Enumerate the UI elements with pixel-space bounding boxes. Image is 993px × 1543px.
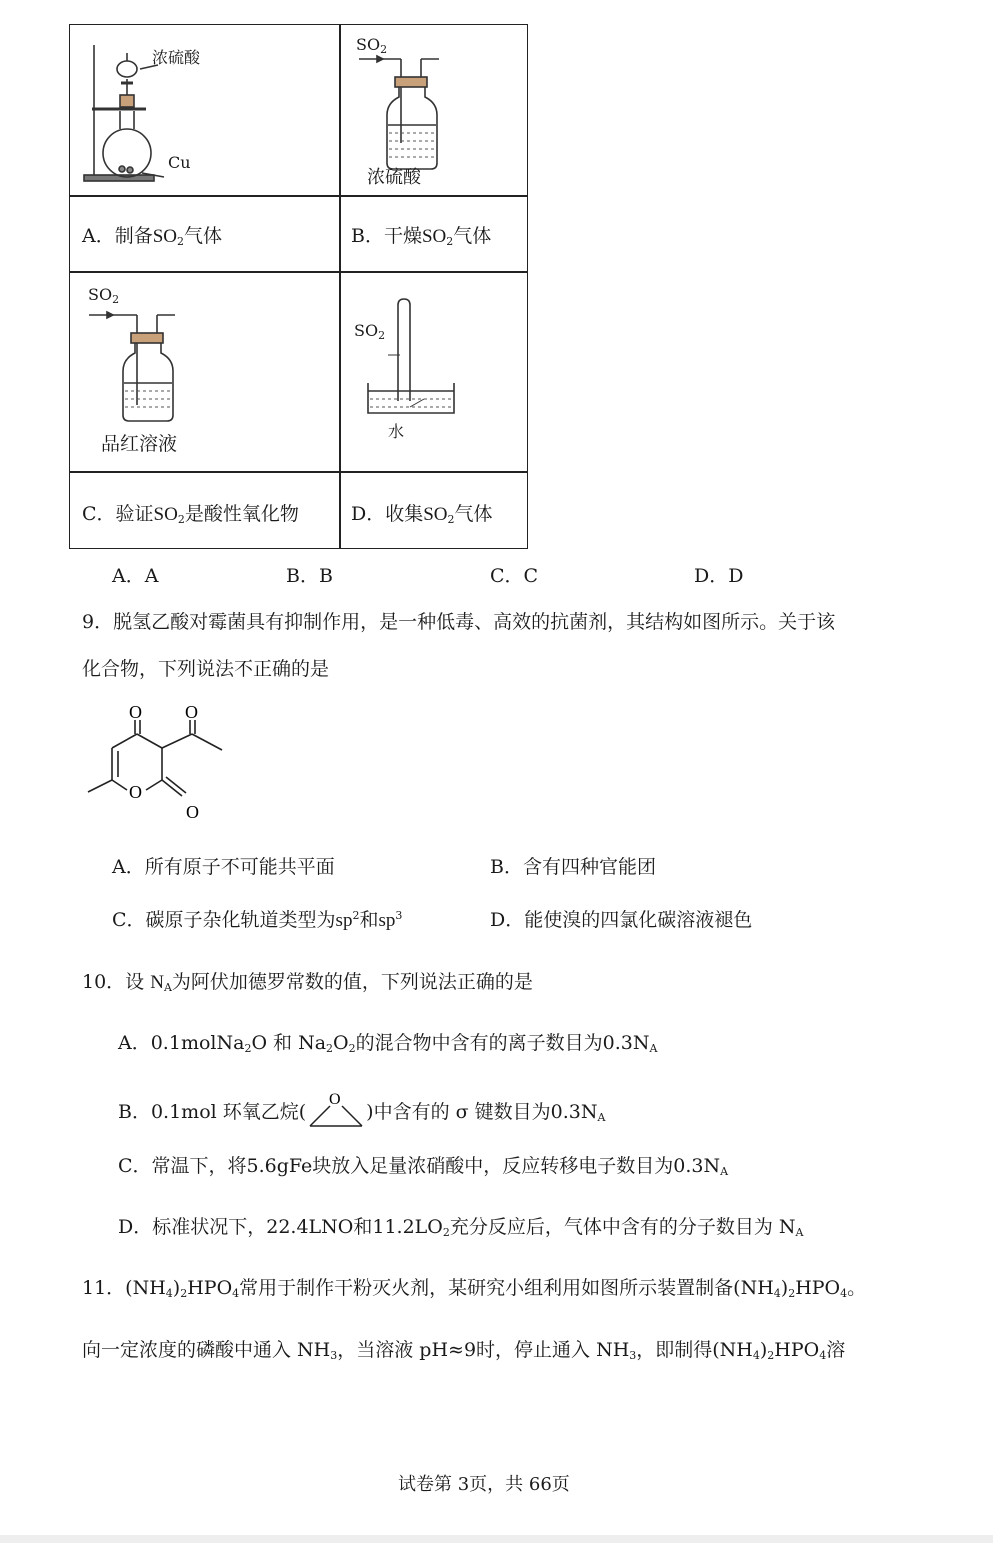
q10-option-b: B．0.1mol 环氧乙烷( O )中含有的 σ 键数目为$0.3N_A$ [118, 1090, 605, 1130]
q8-option-b: B．B [286, 565, 333, 587]
q11-stem-line2: 向一定浓度的磷酸中通入 $NH_3$，当溶液 pH≈9时，停止通入 $NH_3$，即制得$(NH_4)_2HPO_4$溶 [82, 1339, 846, 1362]
table-divider-vertical [339, 25, 341, 548]
ring-oxygen-atom: O [129, 782, 142, 802]
q9-option-a: A．所有原子不可能共平面 [112, 856, 335, 878]
q9-stem-line2: 化合物，下列说法不正确的是 [82, 658, 330, 680]
q10-stem: 10．设 $N_A$为阿伏加德罗常数的值，下列说法正确的是 [82, 971, 533, 994]
lactone-oxygen-atom: O [186, 802, 199, 822]
apparatus-a-label-cu: Cu [168, 153, 191, 172]
q10-option-d: D．标准状况下，22.4LNO和$11.2LO_2$充分反应后，气体中含有的分子数目为 $N_A$ [118, 1216, 804, 1239]
option-c-caption: C．验证$SO_2$是酸性氧化物 [82, 503, 299, 526]
apparatus-d-label-water: 水 [388, 422, 405, 441]
table-divider [70, 195, 527, 197]
epoxide-oxygen-atom: O [329, 1091, 341, 1108]
table-divider [70, 471, 527, 473]
option-a-caption: A．制备$SO_2$气体 [82, 225, 223, 248]
q9-option-d: D．能使溴的四氯化碳溶液褪色 [490, 909, 753, 931]
apparatus-c-label-so2: $SO_2$ [88, 285, 120, 306]
page-bottom-bar [0, 1535, 993, 1543]
q9-stem-line1: 9．脱氢乙酸对霉菌具有抑制作用，是一种低毒、高效的抗菌剂，其结构如图所示。关于该 [82, 611, 836, 633]
page-footer: 试卷第 3页，共 66页 [398, 1474, 570, 1495]
apparatus-b-label-acid: 浓硫酸 [367, 167, 421, 188]
q10-option-a: A．0.1molNa$_2$O 和 $Na_2O_2$的混合物中含有的离子数目为$0.3N_A$ [118, 1032, 658, 1055]
apparatus-b-label-so2: $SO_2$ [356, 35, 388, 56]
apparatus-d-label-so2: $SO_2$ [354, 321, 386, 342]
experiment-table [69, 24, 528, 549]
apparatus-c-figure [85, 287, 195, 437]
q10-option-c: C．常温下，将5.6gFe块放入足量浓硝酸中，反应转移电子数目为$0.3N_A$ [118, 1155, 729, 1178]
option-b-caption: B．干燥$SO_2$气体 [351, 225, 492, 248]
q9-option-b: B．含有四种官能团 [490, 856, 656, 878]
q8-option-c: C．C [490, 565, 539, 587]
q9-option-c: C．碳原子杂化轨道类型为$sp^2$和$sp^3$ [112, 909, 403, 931]
epoxide-ring-structure [306, 1090, 366, 1130]
dehydroacetic-acid-structure [82, 700, 232, 825]
apparatus-d-figure [360, 295, 470, 425]
apparatus-c-label-solution: 品红溶液 [101, 433, 178, 455]
table-divider [70, 271, 527, 273]
q8-option-d: D．D [694, 565, 744, 587]
q11-stem-line1: 11．$(NH_4)_2HPO_4$常用于制作干粉灭火剂，某研究小组利用如图所示装置制备$(NH_4)_2HPO_4$。 [82, 1277, 867, 1300]
q8-option-a: A．A [112, 565, 159, 587]
acetyl-oxygen-atom: O [185, 702, 198, 722]
carbonyl-oxygen-atom: O [129, 702, 142, 722]
apparatus-a-label-acid: 浓硫酸 [152, 48, 201, 67]
option-d-caption: D．收集$SO_2$气体 [351, 503, 493, 526]
